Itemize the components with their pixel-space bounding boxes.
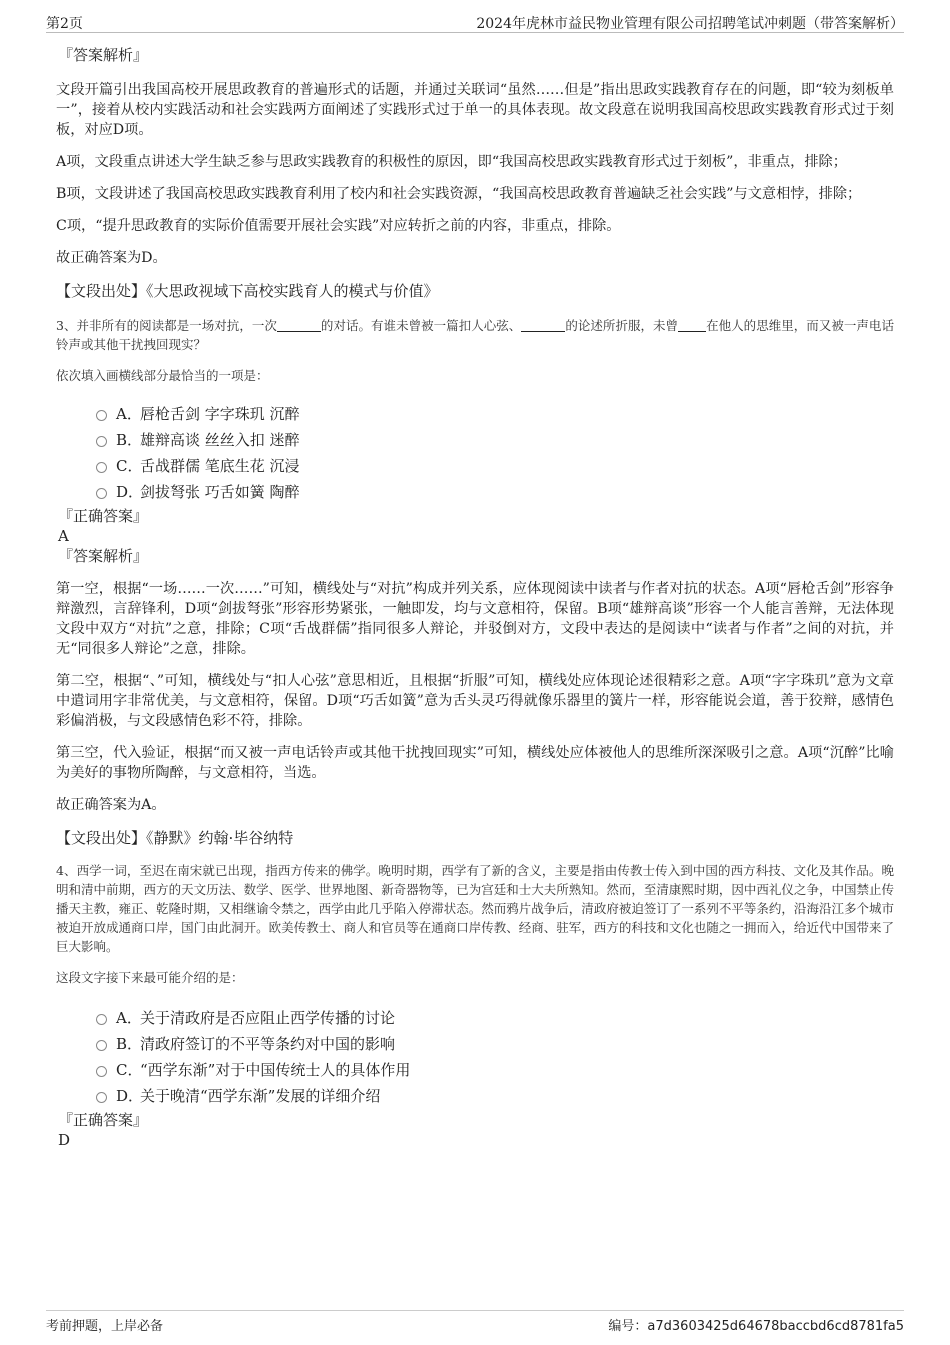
option-list <box>56 401 894 505</box>
passage-source: 【文段出处】《静默》约翰·毕谷纳特 <box>56 829 294 847</box>
page-number: 第2页 <box>46 16 83 32</box>
radio-button[interactable] <box>96 1092 107 1103</box>
analysis-paragraph: 第二空，根据“、”可知，横线处与“扣人心弦”意思相近，且根据“折服”可知，横线处应体现论述很精彩之意。A项“字字珠玑”意为文章中遣词用字非常优美，与文意相符，保留。D项“巧舌如簧”意为舌头灵巧得就像乐器里的簧片一样，形容能说会道，善于狡辩，感情色彩偏消极，与文段感情色彩不符，排除。 <box>56 673 894 729</box>
fill-blank <box>678 317 706 332</box>
option-item[interactable]: D． 关于晚清“西学东渐”发展的详细介绍 <box>56 1083 894 1109</box>
document-id <box>608 1315 904 1334</box>
option-item[interactable]: D． 剑拔弩张 巧舌如簧 陶醉 <box>56 479 894 505</box>
radio-button[interactable] <box>96 1040 107 1051</box>
page-header <box>46 10 904 33</box>
correct-answer: D <box>58 1131 71 1149</box>
footer-slogan: 考前押题，上岸必备 <box>46 1319 164 1334</box>
fill-blank <box>277 317 321 332</box>
option-item[interactable]: B． 清政府签订的不平等条约对中国的影响 <box>56 1031 894 1057</box>
analysis-paragraph: 第三空，代入验证，根据“而又被一声电话铃声或其他干扰拽回现实”可知，横线处应体被他人的思维所深深吸引之意。A项“沉醉”比喻为美好的事物所陶醉，与文意相符，当选。 <box>56 745 894 781</box>
fill-blank <box>521 317 565 332</box>
question-stem: 4、西学一词，至迟在南宋就已出现，指西方传来的佛学。晚明时期，西学有了新的含义，主要是指由传教士传入到中国的西方科技、文化及其作品。晚明和清中前期，西方的天文历法、数学、医学、世界地图、新奇器物等，已为宫廷和士大夫所熟知。然而，至清康熙时期，因中西礼仪之争，中国禁止传播天主教，雍正、乾隆时期，又相继谕令禁之，西学由此几乎陷入停滞状态。然而鸦片战争后，清政府被迫签订了一系列不平等条约，沿海沿江多个城市被迫开放成通商口岸，国门由此洞开。欧美传教士、商人和官员等在通商口岸传教、经商、驻军，西方的科技和文化也随之一拥而入，给近代中国带来了巨大影响。 <box>56 863 894 954</box>
conclusion-paragraph: 故正确答案为D。 <box>56 250 167 266</box>
page-footer <box>46 1310 904 1341</box>
document-id-label: 编号： <box>608 1319 648 1334</box>
radio-button[interactable] <box>96 436 107 447</box>
option-item[interactable]: C． 舌战群儒 笔底生花 沉浸 <box>56 453 894 479</box>
passage-source: 【文段出处】《大思政视域下高校实践育人的模式与价值》 <box>56 282 439 300</box>
document-title: 2024年虎林市益民物业管理有限公司招聘笔试冲刺题（带答案解析） <box>476 16 904 32</box>
analysis-paragraph: C项，“提升思政教育的实际价值需要开展社会实践”对应转折之前的内容，非重点，排除。 <box>56 218 621 234</box>
correct-answer: A <box>58 527 69 545</box>
document-id-value: a7d3603425d64678baccbd6cd8781fa5 <box>647 1319 904 1334</box>
option-item[interactable]: A． 唇枪舌剑 字字珠玑 沉醉 <box>56 401 894 427</box>
analysis-paragraph: 第一空，根据“一场……一次……”可知，横线处与“对抗”构成并列关系，应体现阅读中读者与作者对抗的状态。A项“唇枪舌剑”形容争辩激烈，言辞锋利，D项“剑拔弩张”形容形势紧张，一触即发，均与文意相符，保留。B项“雄辩高谈”形容一个人能言善辩，无法体现文段中双方“对抗”之意，排除；C项“舌战群儒”指同很多人辩论，并驳倒对方，文段中表达的是阅读中“读者与作者”之间的对抗，并无“同很多人辩论”之意，排除。 <box>56 581 894 657</box>
option-item[interactable]: B． 雄辩高谈 丝丝入扣 迷醉 <box>56 427 894 453</box>
conclusion-paragraph: 故正确答案为A。 <box>56 797 166 813</box>
analysis-paragraph: B项，文段讲述了我国高校思政实践教育利用了校内和社会实践资源，“我国高校思政教育普遍缺乏社会实践”与文意相悖，排除； <box>56 186 862 202</box>
question-stem: 3、并非所有的阅读都是一场对抗，一次 的对话。有谁未曾被一篇扣人心弦、 的论述所折服，未曾 在他人的思维里，而又被一声电话铃声或其他干扰拽回现实？ <box>56 318 894 352</box>
option-item[interactable]: A． 关于清政府是否应阻止西学传播的讨论 <box>56 1005 894 1031</box>
main-content <box>56 44 894 1149</box>
option-list <box>56 1005 894 1109</box>
analysis-paragraph: A项，文段重点讲述大学生缺乏参与思政实践教育的积极性的原因，即“我国高校思政实践教育形式过于刻板”，非重点，排除； <box>56 154 847 170</box>
radio-button[interactable] <box>96 410 107 421</box>
radio-button[interactable] <box>96 1066 107 1077</box>
question-prompt: 依次填入画横线部分最恰当的一项是： <box>56 368 269 383</box>
radio-button[interactable] <box>96 488 107 499</box>
analysis-paragraph: 文段开篇引出我国高校开展思政教育的普遍形式的话题，并通过关联词“虽然……但是”指出思政实践教育存在的问题，即“较为刻板单一”，接着从校内实践活动和社会实践两方面阐述了实践形式过于单一的具体表现。故文段意在说明我国高校思政实践教育形式过于刻板，对应D项。 <box>56 82 894 138</box>
radio-button[interactable] <box>96 1014 107 1025</box>
question-prompt: 这段文字接下来最可能介绍的是： <box>56 970 244 985</box>
option-item[interactable]: C． “西学东渐”对于中国传统士人的具体作用 <box>56 1057 894 1083</box>
correct-answer-label: 『正确答案』 <box>58 507 149 525</box>
radio-button[interactable] <box>96 462 107 473</box>
correct-answer-label: 『正确答案』 <box>58 1111 149 1129</box>
analysis-label: 『答案解析』 <box>58 547 149 565</box>
analysis-label: 『答案解析』 <box>58 46 149 64</box>
